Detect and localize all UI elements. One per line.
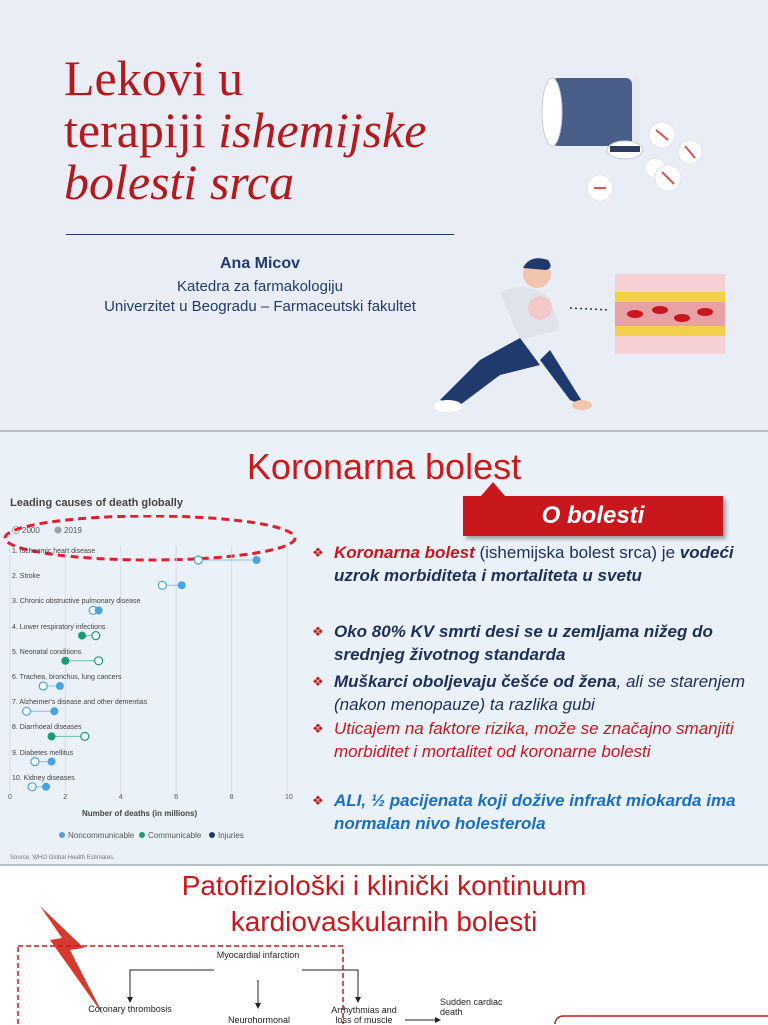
point-2000 (95, 657, 103, 665)
category-label: 3. Chronic obstructive pulmonary disease (12, 598, 141, 606)
pointer-arrow (570, 308, 610, 310)
bullet-diamond-icon: ❖ (312, 721, 324, 736)
artery-plaque-icon (615, 274, 725, 354)
node-coronary-thrombosis: Coronary thrombosis (88, 1004, 172, 1014)
pill-bottle-icon (542, 74, 640, 150)
point-2000 (81, 732, 89, 740)
bullet-diamond-icon: ❖ (312, 624, 324, 639)
point-2000 (28, 783, 36, 791)
group-legend-dot (139, 832, 145, 838)
legend-noncommunicable: Noncommunicable (68, 831, 135, 840)
chart-title: Leading causes of death globally (10, 497, 183, 509)
category-label: 5. Neonatal conditions (12, 648, 82, 656)
legend-communicable: Communicable (148, 831, 202, 840)
bullet-diamond-icon: ❖ (312, 674, 324, 689)
callout-box (555, 1016, 768, 1024)
group-legend-dot (209, 832, 215, 838)
bullet-text-part: (ishemijska bolest srca) je (474, 543, 680, 562)
point-2000 (23, 707, 31, 715)
x-tick-label: 10 (285, 794, 293, 801)
bullet-text (334, 789, 762, 835)
category-label: 2. Stroke (12, 573, 41, 581)
category-label: 9. Diabetes mellitus (12, 749, 74, 757)
bullet-item (312, 670, 762, 716)
point-2019 (56, 682, 64, 690)
category-label: 6. Trachea, bronchus, lung cancers (12, 674, 122, 681)
chest-pain-illustration (420, 250, 760, 420)
category-label: 4. Lower respiratory infections (12, 623, 106, 631)
group-legend-dot (59, 832, 65, 838)
point-2019 (48, 732, 56, 740)
point-2019 (95, 606, 103, 614)
author-department: Katedra za farmakologiju (177, 278, 343, 295)
person-chest-pain-icon (434, 258, 592, 412)
x-axis-label: Number of deaths (in millions) (82, 809, 198, 818)
point-2019 (61, 657, 69, 665)
node-neurohormonal: Neurohormonal (227, 1015, 291, 1025)
point-2019 (78, 632, 86, 640)
legend-dot-2019 (55, 527, 62, 534)
point-2000 (158, 581, 166, 589)
category-label: 8. Diarrhoeal diseases (12, 724, 82, 732)
point-2019 (48, 758, 56, 766)
point-2019 (42, 783, 50, 791)
x-tick-label: 4 (118, 794, 123, 801)
node-sudden-cardiac-death: Sudden cardiac death (440, 997, 503, 1017)
point-2000 (194, 556, 202, 564)
category-label: 1. Ischaemic heart disease (12, 548, 96, 555)
bullet-diamond-icon: ❖ (312, 793, 324, 808)
pill-bottle-illustration (530, 60, 730, 210)
x-tick-label: 8 (229, 794, 234, 801)
x-tick-label: 0 (8, 794, 12, 801)
o-bolesti-callout: O bolesti (463, 496, 723, 536)
bullet-item (312, 541, 762, 587)
bullet-text (334, 620, 762, 666)
bullet-text-part: Oko 80% KV smrti desi se u zemljama nižeg do srednjeg životnog standarda (334, 622, 713, 664)
node-arrhythmias: Arrhythmias and loss of muscle (331, 1005, 397, 1025)
bullet-text-part: , ali se starenjem (nakon menopauze) ta razlika gubi (334, 672, 746, 714)
node-myocardial-infarction: Myocardial infarction (216, 950, 300, 960)
point-2000 (31, 758, 39, 766)
bullet-item (312, 789, 762, 835)
x-tick-label: 2 (63, 794, 68, 801)
x-tick-label: 6 (174, 794, 179, 801)
bullet-text (334, 717, 762, 763)
author-name: Ana Micov (219, 255, 300, 272)
point-2000 (39, 682, 47, 690)
slide2-title: Koronarna bolest (246, 446, 522, 487)
bullet-text-part: Koronarna bolest (334, 543, 475, 562)
bullet-diamond-icon: ❖ (312, 545, 324, 560)
category-label: 7. Alzheimer's disease and other dementias (12, 699, 148, 707)
bullet-item (312, 717, 762, 763)
legend-2019: 2019 (64, 526, 82, 535)
legend-injuries: Injuries (218, 831, 244, 840)
legend-2000: 2000 (22, 526, 40, 535)
point-2019 (253, 556, 261, 564)
bullet-text-part: Muškarci obolјevaju češće od žena (334, 672, 617, 691)
slide1-title: Lekovi u terapiji ishemijske bolesti srca (64, 50, 427, 210)
bullet-text-part: vodeći uzrok morbiditeta i mortaliteta u svetu (334, 543, 734, 585)
title-divider (66, 234, 454, 235)
bullet-text-part: ALI, ½ pacijenata koji dožive infrakt miokarda ima normalan nivo holesterola (334, 791, 736, 833)
bullet-text (334, 670, 762, 716)
chart-source: Source: WHO Global Health Estimates. (10, 855, 115, 861)
slide3-title: Patofiziološki i klinički kontinuum kardiovaskularnih bolesti (181, 870, 587, 937)
category-label: 10. Kidney diseases (12, 774, 75, 782)
bullet-text-part: Uticajem na faktore rizika, može se značajno smanjiti morbiditet i mortalitet od koronarne bolesti (334, 719, 734, 761)
bullet-text (334, 541, 762, 587)
point-2019 (50, 707, 58, 715)
bullet-item (312, 620, 762, 666)
point-2019 (178, 581, 186, 589)
lightning-icon (40, 906, 104, 1016)
point-2000 (92, 632, 100, 640)
callout-notch (481, 482, 505, 496)
author-institution: Univerzitet u Beogradu – Farmaceutski fakultet (104, 298, 416, 315)
